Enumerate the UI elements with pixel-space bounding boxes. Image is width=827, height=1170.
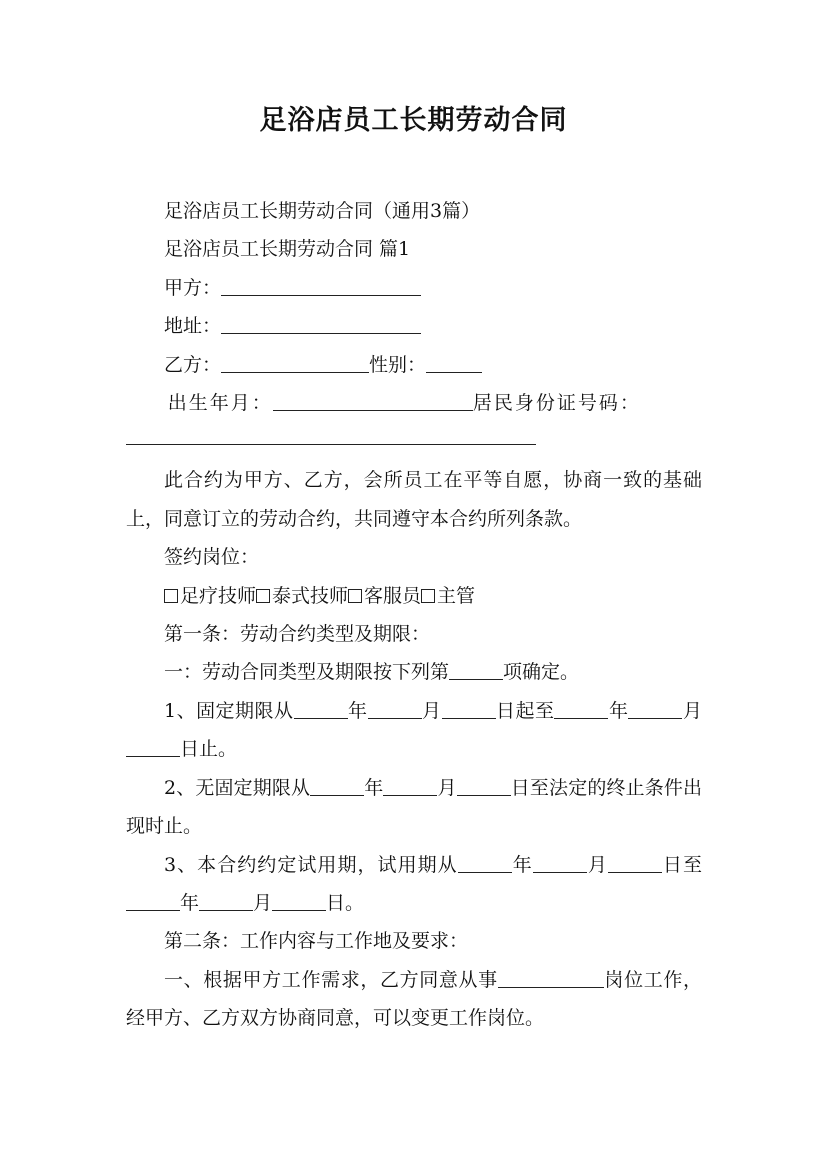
party-a-blank (221, 276, 421, 296)
birth-blank (273, 391, 473, 411)
party-b-label: 乙方： (164, 353, 222, 376)
blank (310, 776, 364, 796)
blank (294, 699, 348, 719)
gender-label: 性别： (369, 353, 427, 376)
day-end-text: 日止。 (180, 738, 238, 761)
checkbox-customer-service[interactable] (348, 589, 362, 603)
party-b-blank (221, 353, 369, 373)
year-text: 年 (608, 699, 629, 722)
post-supervisor: 主管 (437, 584, 476, 607)
a2-1-text: 一、根据甲方工作需求，乙方同意从事 (164, 968, 498, 991)
legal-end-text: 日至法定的终止条件出现时止。 (126, 776, 702, 838)
post-options (126, 577, 702, 615)
party-b-line (126, 346, 702, 384)
party-a-label: 甲方： (164, 276, 222, 299)
id-number-blank (126, 432, 536, 445)
blank (628, 699, 682, 719)
address-line (126, 307, 702, 345)
blank (199, 891, 253, 911)
fixed-term-clause (126, 692, 702, 769)
birth-label: 出生年月： (167, 392, 273, 415)
article-2-clause-1 (126, 961, 702, 1038)
blank (457, 776, 511, 796)
blank (554, 699, 608, 719)
a1-intro-end: 项确定。 (503, 661, 580, 684)
day-to-text: 日至 (661, 853, 702, 876)
checkbox-supervisor[interactable] (421, 589, 435, 603)
blank (126, 737, 180, 757)
blank (368, 699, 422, 719)
birth-id-line (126, 384, 702, 422)
post-thai-therapist: 泰式技师 (272, 584, 349, 607)
document-body (126, 192, 702, 1038)
month-text: 月 (437, 776, 457, 799)
blank (383, 776, 437, 796)
blank (608, 853, 662, 873)
intro-paragraph: 此合约为甲方、乙方，会所员工在平等自愿，协商一致的基础上，同意订立的劳动合约，共同遵守本合约所列条款。 (126, 469, 702, 530)
party-a-line (126, 269, 702, 307)
day-end-text: 日。 (326, 891, 365, 914)
a2-1-end: 岗位工作，经甲方、乙方双方协商同意，可以变更工作岗位。 (126, 968, 702, 1030)
year-text: 年 (364, 776, 384, 799)
address-label: 地址： (164, 315, 222, 338)
fixed-term-text: 1、固定期限从 (164, 699, 294, 722)
post-label: 签约岗位： (164, 546, 260, 569)
article-1-intro (126, 653, 702, 691)
a1-intro-text: 一：劳动合同类型及期限按下列第 (164, 661, 450, 684)
trial-period-clause (126, 846, 702, 923)
year-text: 年 (180, 891, 200, 914)
day-from-text: 日起至 (495, 699, 555, 722)
month-text: 月 (421, 699, 442, 722)
document-title: 足浴店员工长期劳动合同 (259, 105, 568, 136)
trial-text: 3、本合约约定试用期，试用期从 (164, 853, 458, 876)
month-text: 月 (586, 853, 608, 876)
position-blank (498, 968, 604, 988)
blank (272, 891, 326, 911)
collection-title: 足浴店员工长期劳动合同（通用3篇） (164, 200, 481, 222)
id-number-label: 居民身份证号码： (472, 392, 641, 415)
blank (458, 853, 512, 873)
blank (533, 853, 587, 873)
gender-blank (426, 353, 482, 373)
a1-item-blank (449, 660, 503, 680)
checkbox-thai-therapist[interactable] (256, 589, 270, 603)
checkbox-foot-therapist[interactable] (164, 589, 178, 603)
post-foot-therapist: 足疗技师 (180, 584, 257, 607)
address-blank (221, 314, 421, 334)
blank (126, 891, 180, 911)
article-1-heading: 第一条：劳动合约类型及期限： (164, 623, 431, 646)
year-text: 年 (511, 853, 533, 876)
unfixed-term-clause (126, 769, 702, 846)
doc-heading: 足浴店员工长期劳动合同 篇1 (164, 238, 411, 261)
month-text: 月 (682, 699, 702, 722)
month-text: 月 (253, 891, 273, 914)
unfixed-term-text: 2、无固定期限从 (164, 776, 311, 799)
post-customer-service: 客服员 (364, 584, 422, 607)
blank (442, 699, 496, 719)
year-text: 年 (347, 699, 368, 722)
article-2-heading: 第二条：工作内容与工作地及要求： (164, 930, 469, 953)
